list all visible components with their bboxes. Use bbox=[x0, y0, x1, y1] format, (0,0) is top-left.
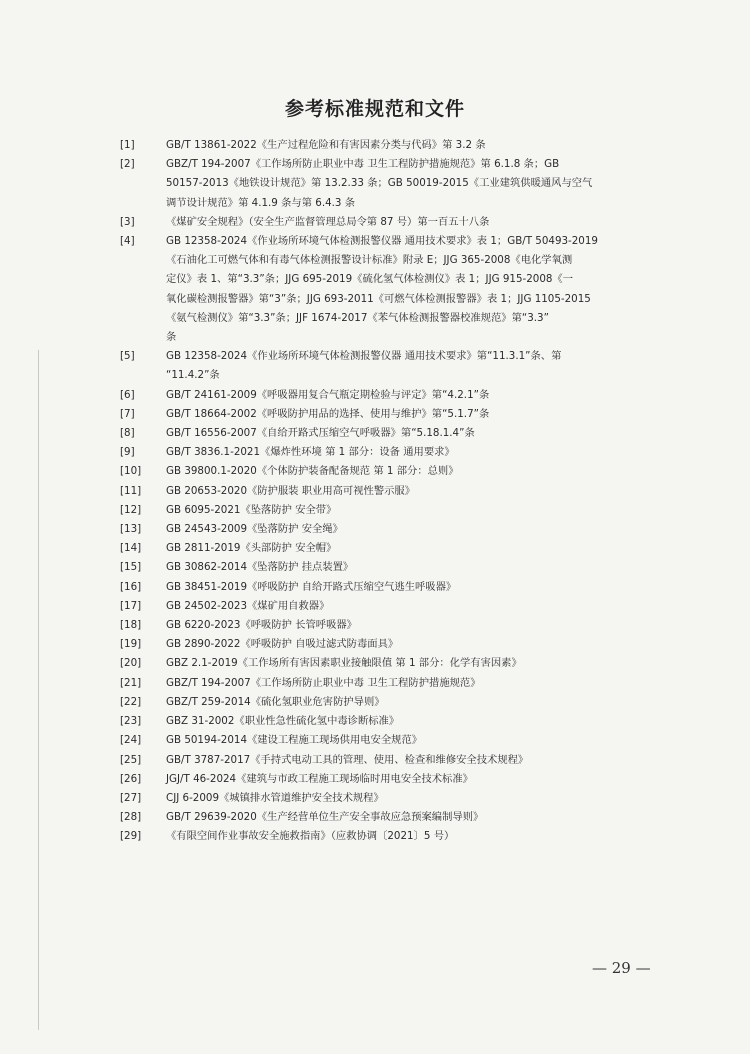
reference-item bbox=[120, 616, 660, 635]
reference-number: [17] bbox=[120, 599, 142, 612]
reference-item bbox=[120, 789, 660, 808]
reference-item bbox=[120, 424, 660, 443]
reference-item bbox=[120, 155, 660, 213]
reference-number: [3] bbox=[120, 215, 135, 228]
reference-item bbox=[120, 654, 660, 673]
reference-number: [29] bbox=[120, 830, 142, 843]
reference-number: [20] bbox=[120, 657, 142, 670]
reference-item bbox=[120, 405, 660, 424]
reference-item bbox=[120, 443, 660, 462]
page-number: — 29 — bbox=[592, 959, 651, 977]
reference-number: [12] bbox=[120, 503, 142, 516]
reference-item bbox=[120, 731, 660, 750]
reference-text: GB/T 29639-2020《生产经营单位生产安全事故应急预案编制导则》 bbox=[166, 811, 484, 824]
reference-number: [27] bbox=[120, 791, 142, 804]
reference-item bbox=[120, 597, 660, 616]
reference-item bbox=[120, 347, 660, 385]
reference-item bbox=[120, 674, 660, 693]
reference-number: [4] bbox=[120, 235, 135, 248]
reference-item bbox=[120, 770, 660, 789]
reference-item bbox=[120, 520, 660, 539]
reference-number: [23] bbox=[120, 715, 142, 728]
reference-number: [26] bbox=[120, 772, 142, 785]
reference-text: CJJ 6-2009《城镇排水管道维护安全技术规程》 bbox=[166, 791, 384, 804]
binding-margin-line bbox=[38, 350, 39, 1030]
reference-text: GB 6220-2023《呼吸防护 长管呼吸器》 bbox=[166, 619, 357, 632]
reference-item bbox=[120, 386, 660, 405]
reference-text: GB 24502-2023《煤矿用自救器》 bbox=[166, 599, 330, 612]
reference-text: GB 12358-2024《作业场所环境气体检测报警仪器 通用技术要求》表 1；GB/T 50493-2019 《石油化工可燃气体和有毒气体检测报警设计标准》附录 E；JJG 365-2008《电化学氧测 定仪》表 1、第“3.3”条；JJG 695-2019《硫化氢气体检测仪》表 1；JJG 915-2008《一 氧化碳检测报警器》第“3”条；JJG 693-2011《可燃气体检测报警器》表 1；JJG 1105-2015 《氨气检测仪》第“3.3”条；JJF 1674-2017《苯气体检测报警器校准规范》第“3.3” 条 bbox=[166, 235, 598, 344]
reference-number: [8] bbox=[120, 427, 135, 440]
reference-text: GB 2811-2019《头部防护 安全帽》 bbox=[166, 542, 337, 555]
reference-item bbox=[120, 482, 660, 501]
reference-item bbox=[120, 693, 660, 712]
reference-text: GBZ/T 194-2007《工作场所防止职业中毒 卫生工程防护措施规范》第 6.1.8 条；GB 50157-2013《地铁设计规范》第 13.2.33 条；GB 50019-2015《工业建筑供暖通风与空气 调节设计规范》第 4.1.9 条与第 6.4.3 条 bbox=[166, 158, 593, 209]
reference-number: [21] bbox=[120, 676, 142, 689]
reference-text: GBZ 2.1-2019《工作场所有害因素职业接触限值 第 1 部分：化学有害因素》 bbox=[166, 657, 522, 670]
reference-item bbox=[120, 712, 660, 731]
reference-number: [18] bbox=[120, 619, 142, 632]
reference-text: GBZ 31-2002《职业性急性硫化氢中毒诊断标准》 bbox=[166, 715, 400, 728]
reference-number: [11] bbox=[120, 484, 142, 497]
reference-text: JGJ/T 46-2024《建筑与市政工程施工现场临时用电安全技术标准》 bbox=[166, 772, 473, 785]
reference-item bbox=[120, 136, 660, 155]
reference-item bbox=[120, 501, 660, 520]
reference-text: GB/T 3787-2017《手持式电动工具的管理、使用、检查和维修安全技术规程》 bbox=[166, 753, 529, 766]
reference-number: [15] bbox=[120, 561, 142, 574]
reference-number: [19] bbox=[120, 638, 142, 651]
reference-item bbox=[120, 232, 660, 347]
reference-number: [10] bbox=[120, 465, 142, 478]
reference-item bbox=[120, 827, 660, 846]
reference-number: [28] bbox=[120, 811, 142, 824]
reference-number: [7] bbox=[120, 407, 135, 420]
reference-item bbox=[120, 558, 660, 577]
reference-text: GB 50194-2014《建设工程施工现场供用电安全规范》 bbox=[166, 734, 423, 747]
reference-number: [5] bbox=[120, 350, 135, 363]
reference-text: GB 30862-2014《坠落防护 挂点装置》 bbox=[166, 561, 354, 574]
reference-text: GB/T 16556-2007《自给开路式压缩空气呼吸器》第“5.18.1.4”条 bbox=[166, 427, 475, 440]
reference-number: [13] bbox=[120, 523, 142, 536]
reference-text: GB 39800.1-2020《个体防护装备配备规范 第 1 部分：总则》 bbox=[166, 465, 459, 478]
reference-number: [1] bbox=[120, 139, 135, 151]
reference-number: [9] bbox=[120, 446, 135, 459]
reference-number: [16] bbox=[120, 580, 142, 593]
reference-number: [14] bbox=[120, 542, 142, 555]
reference-text: GB 6095-2021《坠落防护 安全带》 bbox=[166, 503, 337, 516]
page-title: 参考标准规范和文件 bbox=[284, 98, 465, 120]
reference-text: 《有限空间作业事故安全施救指南》（应救协调〔2021〕5 号） bbox=[166, 830, 455, 843]
reference-text: GB 2890-2022《呼吸防护 自吸过滤式防毒面具》 bbox=[166, 638, 399, 651]
reference-text: GB/T 3836.1-2021《爆炸性环境 第 1 部分：设备 通用要求》 bbox=[166, 446, 455, 459]
reference-text: GB/T 18664-2002《呼吸防护用品的选择、使用与维护》第“5.1.7”条 bbox=[166, 407, 490, 420]
reference-item bbox=[120, 808, 660, 827]
reference-text: GBZ/T 194-2007《工作场所防止职业中毒 卫生工程防护措施规范》 bbox=[166, 676, 481, 689]
reference-item bbox=[120, 462, 660, 481]
reference-number: [25] bbox=[120, 753, 142, 766]
reference-text: GBZ/T 259-2014《硫化氢职业危害防护导则》 bbox=[166, 695, 385, 708]
reference-item bbox=[120, 539, 660, 558]
reference-number: [6] bbox=[120, 388, 135, 401]
reference-text: GB/T 24161-2009《呼吸器用复合气瓶定期检验与评定》第“4.2.1”条 bbox=[166, 388, 490, 401]
reference-item bbox=[120, 635, 660, 654]
reference-text: GB 12358-2024《作业场所环境气体检测报警仪器 通用技术要求》第“11.3.1”条、第 “11.4.2”条 bbox=[166, 350, 562, 382]
reference-text: GB 38451-2019《呼吸防护 自给开路式压缩空气逃生呼吸器》 bbox=[166, 580, 457, 593]
reference-text: 《煤矿安全规程》（安全生产监督管理总局令第 87 号）第一百五十八条 bbox=[166, 215, 490, 228]
reference-number: [2] bbox=[120, 158, 135, 171]
reference-list bbox=[120, 136, 660, 847]
reference-number: [24] bbox=[120, 734, 142, 747]
reference-item bbox=[120, 751, 660, 770]
reference-number: [22] bbox=[120, 695, 142, 708]
reference-item bbox=[120, 578, 660, 597]
reference-text: GB 24543-2009《坠落防护 安全绳》 bbox=[166, 523, 343, 536]
reference-item bbox=[120, 213, 660, 232]
reference-text: GB/T 13861-2022《生产过程危险和有害因素分类与代码》第 3.2 条 bbox=[166, 139, 486, 151]
reference-text: GB 20653-2020《防护服装 职业用高可视性警示服》 bbox=[166, 484, 416, 497]
